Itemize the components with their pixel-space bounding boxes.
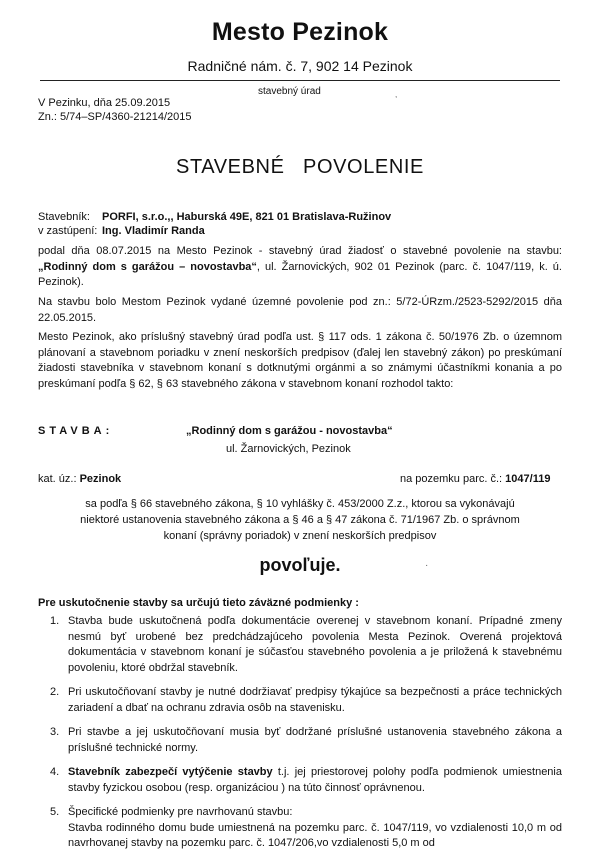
stavba-name: „Rodinný dom s garážou - novostavba“ xyxy=(186,425,393,437)
decision-word: povoľuje. xyxy=(259,555,341,575)
condition-text: Špecifické podmienky pre navrhovanú stavbu: xyxy=(68,806,293,818)
scan-speck: , xyxy=(395,90,398,99)
application-paragraph xyxy=(38,244,562,291)
condition-text: Stavba bude uskutočnená podľa dokumentácie overenej v stavebnom konaní. Prípadné zmeny nesmú byť urobené bez predchádzajúceho povolenia Mesta Pezinok. Overená projektová dokumentácia v stavebnom konaní je súčasťou stavebného povolenia a je priložená k stavebnému povoleniu, ktoré obdržal stavebník. xyxy=(68,615,562,674)
condition-number: 3. xyxy=(50,726,60,738)
stavba-street: ul. Žarnovických, Pezinok xyxy=(226,443,351,455)
condition-item xyxy=(38,614,562,676)
condition-text: Stavba rodinného domu bude umiestnená na pozemku parc. č. 1047/119, vo vzdialenosti 10,0 m od navrhovanej stavby na pozemku parc. č. 1047/206,vo vzdialenosti 5,0 m od xyxy=(68,821,562,849)
condition-item xyxy=(38,805,562,852)
representative-row xyxy=(38,224,568,240)
application-text-end: , ul. Žarnovických, 902 01 Pezinok (parc. č. 1047/119, k. ú. Pezinok). xyxy=(38,260,562,288)
reference-number: Zn.: 5/74–SP/4360-21214/2015 xyxy=(38,111,192,123)
parcel-row xyxy=(400,473,550,485)
city-title: Mesto Pezinok xyxy=(211,18,389,46)
conditions-list xyxy=(38,614,562,861)
scan-speck: · xyxy=(425,560,429,571)
cadastral-row xyxy=(38,473,121,485)
parcel-value: 1047/119 xyxy=(505,473,551,485)
representative-label: v zastúpení: xyxy=(38,225,98,237)
condition-number: 2. xyxy=(50,686,60,698)
application-stavba-name: „Rodinný dom s garážou – novostavba“ xyxy=(38,260,257,273)
condition-text: Pri stavbe a jej uskutočňovaní musia byť dodržané príslušné ustanovenia stavebného zákona a príslušné technické normy. xyxy=(68,726,562,754)
office-name: stavebný úrad xyxy=(258,86,321,97)
condition-number: 5. xyxy=(50,806,60,818)
builder-label: Stavebník: xyxy=(38,211,90,223)
document-title: STAVEBNÉ POVOLENIE xyxy=(176,156,424,178)
builder-value: PORFI, s.r.o.,, Haburská 49E, 821 01 Bratislava-Ružinov xyxy=(102,211,392,223)
cadastral-label: kat. úz.: xyxy=(38,473,77,485)
condition-item xyxy=(38,685,562,716)
stavba-label: STAVBA: xyxy=(38,425,114,437)
legal-basis-line: niektoré ustanovenia stavebného zákona a § 46 a § 47 zákona č. 71/1967 Zb. o správnom xyxy=(80,514,520,526)
condition-item xyxy=(38,765,562,796)
condition-number: 4. xyxy=(50,766,60,778)
condition-number: 1. xyxy=(50,615,60,627)
zoning-paragraph: Na stavbu bolo Mestom Pezinok vydané územné povolenie pod zn.: 5/72-ÚRzm./2523-5292/2015 dňa 22.05.2015. xyxy=(38,296,562,324)
conditions-heading: Pre uskutočnenie stavby sa určujú tieto záväzné podmienky : xyxy=(38,597,359,609)
header-divider xyxy=(40,80,560,81)
legal-basis-line: konaní (správny poriadok) v znení neskorších predpisov xyxy=(163,530,437,542)
representative-value: Ing. Vladimír Randa xyxy=(102,225,205,237)
city-address: Radničné nám. č. 7, 902 14 Pezinok xyxy=(187,58,413,74)
decision-intro-paragraph: Mesto Pezinok, ako príslušný stavebný úrad podľa ust. § 117 ods. 1 zákona č. 50/1976 Zb. o územnom plánovaní a stavebnom poriadku v znení neskorších predpisov (ďalej len stavebný zákon) po preskúmaní žiadosti stavebníka v stavebnom konaní s dotknutými orgánmi a so známymi účastníkmi konania a po preskúmaní podľa § 62, § 63 stavebného zákona v stavebnom konaní rozhodol takto: xyxy=(38,331,562,390)
condition-text: t.j. jej priestorovej polohy podľa podmienok umiestnenia stavby fyzickou osobou (resp. organizáciou ) na túto činnosť oprávnenou. xyxy=(68,766,562,794)
legal-basis xyxy=(0,496,600,544)
legal-basis-line: sa podľa § 66 stavebného zákona, § 10 vyhlášky č. 453/2000 Z.z., ktorou sa vykonávajú xyxy=(85,498,515,510)
condition-text: Pri uskutočňovaní stavby je nutné dodržiavať predpisy týkajúce sa bezpečnosti a práce technických zariadení a dbať na ochranu zdravia osôb na stavenisku. xyxy=(68,686,562,714)
date-line: V Pezinku, dňa 25.09.2015 xyxy=(38,97,171,109)
cadastral-value: Pezinok xyxy=(79,473,122,485)
condition-bold-text: Stavebník zabezpečí vytýčenie stavby xyxy=(68,766,273,778)
application-text: podal dňa 08.07.2015 na Mesto Pezinok - stavebný úrad žiadosť o stavebné povolenie na stavbu: xyxy=(38,245,562,257)
parcel-label: na pozemku parc. č.: xyxy=(400,473,503,485)
condition-item xyxy=(38,725,562,756)
